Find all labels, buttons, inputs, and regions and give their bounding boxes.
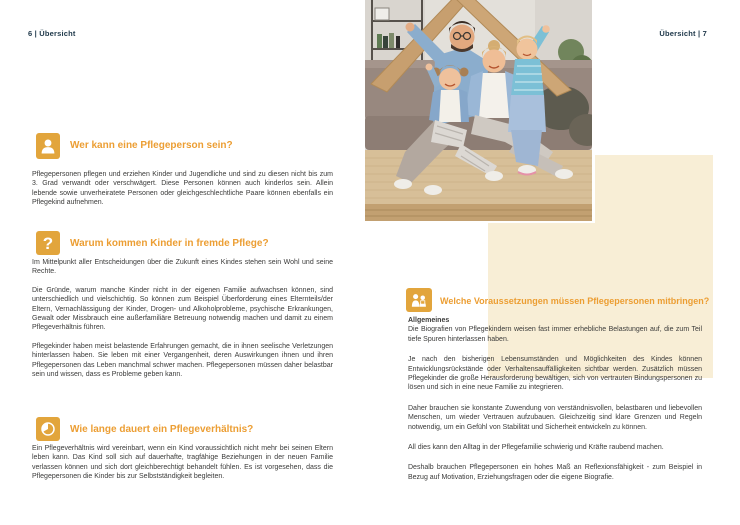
paragraph: Je nach den bisherigen Lebensumständen und Möglichkeiten des Kindes können Entwicklungsrückstände oder Verhaltensauffälligkeiten sichtbar werden. Zusätzlich müssen Pflegekinder die große Herausforderung bewältigen, sich von vertrauten Bindungspersonen zu lösen und sich in eine neue Familie zu integrieren.	[408, 356, 702, 392]
section-heading-why: Warum kommen Kinder in fremde Pflege?	[70, 238, 269, 249]
paragraph: Ein Pflegeverhältnis wird vereinbart, wenn ein Kind voraussichtlich nicht mehr bei seinen Eltern leben kann. Das Kind soll sich auf dauerhafte, tragfähige Beziehungen in der neuen Familie verlassen können und sich dort gleichberechtigt behandelt fühlen. Es ist vorgesehen, dass die Pflegepersonen die Kinder bis zur Selbstständigkeit begleiten.	[32, 445, 333, 481]
section-body-why	[32, 258, 333, 379]
page-number-left: 6 | Übersicht	[28, 29, 76, 38]
section-body-who	[32, 170, 333, 208]
section-heading-requirements: Welche Voraussetzungen müssen Pflegepersonen mitbringen?	[440, 296, 710, 306]
section-body-duration	[32, 444, 333, 482]
section-body-requirements	[408, 316, 702, 493]
paragraph: Pflegepersonen pflegen und erziehen Kinder und Jugendliche und sind zu diesen nicht bis zum 3. Grad verwandt oder verschwägert. Diese Personen können auch kinderlos sein. Allein lebende sowie unverheiratete Personen oder gleichgeschlechtliche Paare können ebenfalls ein Pflegekind aufnehmen.	[32, 171, 333, 207]
paragraph: Pflegekinder haben meist belastende Erfahrungen gemacht, die in ihnen seelische Verletzungen hinterlassen haben. Sie leben mit einer Vergangenheit, deren Auswirkungen ihnen und ihren Pflegepersonen das Leben manchmal schwer machen. Pflegepersonen müssen daher belastbar sein und wissen, dass es Probleme geben kann.	[32, 342, 333, 379]
family-icon	[406, 288, 432, 312]
paragraph: Deshalb brauchen Pflegepersonen ein hohes Maß an Reflexionsfähigkeit - zum Beispiel in Bezug auf Motivation, Erziehungsfragen oder die eigene Biografie.	[408, 464, 702, 481]
paragraph: Im Mittelpunkt aller Entscheidungen über die Zukunft eines Kindes stehen sein Wohl und seine Rechte.	[32, 259, 333, 276]
paragraph: Die Gründe, warum manche Kinder nicht in der eigenen Familie aufwachsen können, sind unterschiedlich und vielschichtig. So können zum Beispiel Überforderung eines Elternteils/der Eltern, Vernachlässigung der Kinder, Drogen- und Alkoholprobleme, psychische Erkrankungen, Gewalt oder Missbrauch eine außerfamiliäre Betreuung notwendig machen und damit zu einem Pflegeverhältnis führen.	[32, 286, 333, 332]
paragraph: All dies kann den Alltag in der Pflegefamilie schwierig und Kräfte raubend machen.	[408, 444, 664, 452]
family-photo-illustration	[365, 0, 592, 221]
person-icon	[36, 133, 60, 159]
paragraph: Daher brauchen sie konstante Zuwendung von verständnisvollen, belastbaren und liebevollen Menschen, um wieder Vertrauen aufzubauen. Gleichzeitig sind klare Grenzen und Regeln notwendig, um ein Gefühl von Stabilität und Sicherheit entwickeln zu können.	[408, 404, 702, 431]
question-icon: ?	[36, 231, 60, 255]
section-heading-who: Wer kann eine Pflegeperson sein?	[70, 140, 233, 151]
clock-icon	[36, 417, 60, 441]
page-number-right: Übersicht | 7	[659, 29, 707, 38]
subheading-allgemeines: Allgemeines	[408, 317, 450, 324]
paragraph: Die Biografien von Pflegekindern weisen fast immer erhebliche Belastungen auf, die zum Teil tiefe Spuren hinterlassen haben.	[408, 326, 702, 343]
family-photo	[365, 0, 592, 221]
section-heading-duration: Wie lange dauert ein Pflegeverhältnis?	[70, 424, 254, 435]
